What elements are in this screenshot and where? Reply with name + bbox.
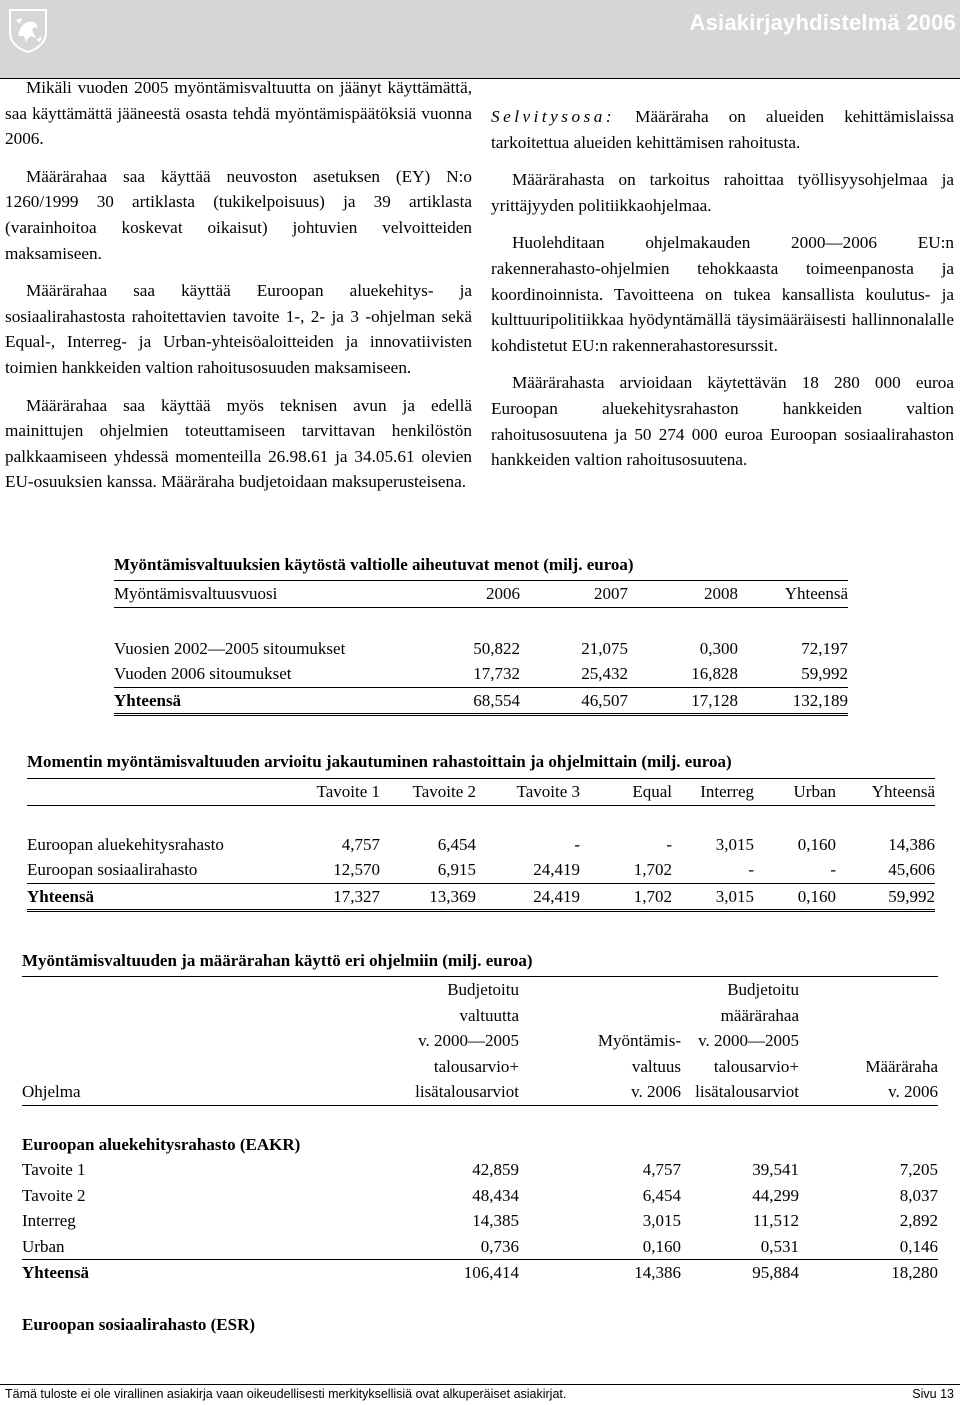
table-cell: Urban (22, 1236, 65, 1256)
table-cell: 46,507 (581, 690, 628, 710)
section-heading: Euroopan sosiaalirahasto (ESR) (22, 1314, 256, 1334)
table-cell: 17,327 (333, 886, 380, 906)
table-cell: 0,736 (480, 1236, 519, 1256)
table-header: talousarvio+ (433, 1056, 519, 1076)
table-cell: 0,146 (899, 1236, 938, 1256)
table-header: Equal (632, 782, 672, 801)
table-cell: 4,757 (642, 1160, 681, 1179)
table-cell: 25,432 (581, 664, 628, 683)
table1-caption: Myöntämisvaltuuksien käytöstä valtiolle aiheutuvat menot (milj. euroa) (114, 555, 634, 574)
table-header: valtuus (631, 1056, 681, 1076)
table-row (27, 857, 935, 883)
table-cell: 7,205 (899, 1160, 938, 1179)
paragraph: Mikäli vuoden 2005 myöntämisvaltuutta on jäänyt käyttämättä, saa käyttämättä jääneestä osasta tehdä myöntämispäätöksiä vuonna 2006. (5, 78, 472, 149)
table-cell: 24,419 (533, 860, 580, 879)
table-section-row (22, 1312, 938, 1338)
table-header-row (27, 779, 935, 806)
table-cell: 17,128 (691, 690, 738, 710)
table-cell: 8,037 (899, 1185, 938, 1205)
table-header: talousarvio+ (713, 1056, 799, 1076)
table-cell: 0,300 (699, 638, 738, 658)
page-header (0, 0, 960, 79)
table-header: Tavoite 2 (412, 782, 476, 801)
table-cell: Interreg (22, 1211, 76, 1230)
table-header: 2006 (486, 584, 520, 603)
table-cell: - (748, 860, 754, 879)
table1 (114, 580, 848, 716)
table-cell: - (830, 860, 836, 879)
table-cell: 59,992 (801, 664, 848, 683)
table-header-row (22, 1054, 938, 1080)
table-header: Yhteensä (784, 584, 848, 603)
table-row (22, 1157, 938, 1183)
table-header: Tavoite 1 (316, 782, 380, 801)
table-header: Myöntämisvaltuusvuosi (114, 584, 278, 603)
table-cell: 3,015 (715, 886, 754, 906)
table-section-row (22, 1132, 938, 1158)
paragraph: Määrärahasta arvioidaan käytettävän 18 280 000 euroa Euroopan aluekehitysrahaston hankkeiden valtion rahoitusosuutena ja 50 274 000 euroa Euroopan sosiaalirahaston hankkeiden valtion rahoitusosuutena. (491, 373, 954, 470)
table-row (114, 636, 848, 662)
table-header (519, 977, 681, 1003)
table-header-row (114, 581, 848, 608)
table-header: v. 2006 (631, 1082, 681, 1101)
table-header: määrärahaa (720, 1005, 799, 1025)
table3-caption: Myöntämisvaltuuden ja määrärahan käyttö eri ohjelmiin (milj. euroa) (22, 951, 533, 970)
table-header: Määräraha (865, 1056, 938, 1076)
table-cell: 106,414 (463, 1263, 519, 1282)
paragraph: Määrärahaa saa käyttää neuvoston asetuksen (EY) N:o 1260/1999 30 artiklasta (tukikelpoisuus) ja 39 artiklasta (varainhoitoa koskevat oikaisut) johtuvien velvoitteiden maksamiseen. (5, 166, 472, 263)
table-cell: 14,386 (634, 1263, 681, 1282)
table-cell: Tavoite 2 (22, 1185, 86, 1205)
table-cell: 6,915 (437, 860, 476, 879)
table-cell: 2,892 (899, 1211, 938, 1230)
table-cell: 95,884 (752, 1263, 799, 1282)
table-cell: 45,606 (888, 860, 935, 879)
table-header (27, 779, 257, 806)
footer-disclaimer: Tämä tuloste ei ole virallinen asiakirja vaan oikeudellisesti merkityksellisiä ovat alkuperäiset asiakirjat. (5, 1387, 567, 1401)
paragraph: Määrärahaa saa käyttää myös teknisen avun ja edellä mainittujen ohjelmien toteuttamiseen tarvittavan henkilöstön palkkaamiseen yhdessä momenteilla 26.98.61 ja 34.05.61 olevien EU-osuuksien kanssa. Määräraha budjetoidaan maksuperusteisena. (5, 395, 472, 492)
table-cell: 3,015 (715, 834, 754, 854)
table-header (799, 977, 938, 1003)
table-cell: 0,160 (797, 834, 836, 854)
table-header: Budjetoitu (727, 980, 799, 999)
table-row (114, 661, 848, 687)
table-cell: 6,454 (642, 1185, 681, 1205)
paragraph: Huolehditaan ohjelmakauden 2000—2006 EU:n rakennerahasto-ohjelmien tehokkaasta toimeenpanosta ja koordinoinnista. Tavoitteena on tukea kansallista koulutus- ja kulttuuripolitiikkaa hyödyntämällä täysimääräisesti hallinnonalalle kohdistetut EU:n rakennerahastoresurssit. (491, 233, 954, 355)
table-cell: Yhteensä (27, 886, 95, 906)
table-total-row (114, 687, 848, 715)
table-cell: 12,570 (333, 860, 380, 879)
table-cell: 18,280 (891, 1263, 938, 1282)
table-row (27, 832, 935, 858)
table-cell: 4,757 (341, 834, 380, 854)
table-cell: 42,859 (472, 1160, 519, 1179)
table-header (519, 1003, 681, 1029)
table-total-row (22, 1260, 938, 1286)
table-cell: 3,015 (642, 1211, 681, 1230)
table-row (22, 1234, 938, 1260)
table-header: v. 2006 (888, 1082, 938, 1101)
table-cell: 21,075 (581, 638, 628, 658)
table-cell: 44,299 (752, 1185, 799, 1205)
table-cell: Vuoden 2006 sitoumukset (114, 664, 292, 683)
table-header: Interreg (700, 782, 754, 801)
paragraph: Määrärahasta on tarkoitus rahoittaa työllisyysohjelmaa ja yrittäjyyden politiikkaohjelmaa. (491, 170, 954, 215)
table-cell: Euroopan sosiaalirahasto (27, 860, 198, 879)
section-heading: Euroopan aluekehitysrahasto (EAKR) (22, 1134, 301, 1154)
table-header-row (22, 1028, 938, 1054)
table-header (22, 1003, 352, 1029)
table-header (799, 1028, 938, 1054)
table-cell: 13,369 (429, 886, 476, 906)
table3 (22, 976, 938, 1337)
table-row (22, 1183, 938, 1209)
table-header-row (22, 1003, 938, 1029)
table-cell: 11,512 (752, 1211, 799, 1230)
table-header: Ohjelma (22, 1082, 81, 1101)
right-column (491, 104, 954, 485)
table-header (22, 977, 352, 1003)
table-cell: 50,822 (473, 638, 520, 658)
table-cell: - (574, 834, 580, 854)
table-cell: 0,531 (760, 1236, 799, 1256)
table-header: lisätalousarviot (695, 1082, 799, 1101)
table-header: 2008 (704, 584, 738, 603)
table-header-row (22, 1079, 938, 1105)
table-cell: 24,419 (533, 886, 580, 906)
table-cell: Vuosien 2002—2005 sitoumukset (114, 638, 346, 658)
table-cell: 132,189 (792, 690, 848, 710)
table-cell: 14,386 (888, 834, 935, 854)
table-cell: 0,160 (797, 886, 836, 906)
table-cell: 48,434 (472, 1185, 519, 1205)
table-cell: Tavoite 1 (22, 1160, 86, 1179)
footer-divider (0, 1384, 960, 1385)
table2-caption: Momentin myöntämisvaltuuden arvioitu jakautuminen rahastoittain ja ohjelmittain (milj. euroa) (27, 752, 732, 771)
table-cell: 68,554 (473, 690, 520, 710)
table-total-row (27, 883, 935, 911)
table-header-row (22, 977, 938, 1003)
table-cell: Euroopan aluekehitysrahasto (27, 834, 224, 854)
table-cell: - (666, 834, 672, 854)
table-cell: 0,160 (642, 1236, 681, 1256)
table-header: Urban (793, 782, 836, 801)
paragraph: Määräraha on alueiden kehittämislaissa tarkoitettua alueiden kehittämisen rahoitusta. (491, 107, 954, 152)
table-header: Yhteensä (871, 782, 935, 801)
table-cell: 14,385 (472, 1211, 519, 1230)
table-header (799, 1003, 938, 1029)
paragraph: Määrärahaa saa käyttää Euroopan aluekehitys- ja sosiaalirahastosta rahoitettavien tavoite 1-, 2- ja 3 -ohjelman sekä Equal-, Interreg- ja Urban-yhteisöaloitteiden ja innovatiivisten toimien hankkeiden valtion rahoitusosuuden maksamiseen. (5, 281, 472, 377)
table-header: v. 2000—2005 (418, 1031, 519, 1050)
table-cell: 72,197 (801, 638, 848, 658)
table-row (22, 1208, 938, 1234)
table-cell: 59,992 (888, 886, 935, 906)
left-column (5, 75, 472, 507)
table-header (22, 1054, 352, 1080)
table-header: 2007 (594, 584, 628, 603)
table-header: v. 2000—2005 (698, 1031, 799, 1050)
table-header: lisätalousarviot (415, 1082, 519, 1101)
finland-lion-crest-icon (6, 6, 50, 54)
table-cell: 1,702 (633, 860, 672, 879)
table-cell: 6,454 (437, 834, 476, 854)
table-header: Budjetoitu (447, 980, 519, 999)
table2 (27, 778, 935, 912)
table-header: Myöntämis- (597, 1031, 681, 1050)
table-cell: 16,828 (691, 664, 738, 683)
section-label: Selvitysosa: (491, 107, 616, 126)
table-cell: 17,732 (473, 664, 520, 683)
document-title: Asiakirjayhdistelmä 2006 (689, 10, 956, 35)
table-cell: Yhteensä (22, 1263, 90, 1282)
page-number: Sivu 13 (912, 1387, 954, 1401)
table-header: Tavoite 3 (516, 782, 580, 801)
table-header: valtuutta (459, 1005, 519, 1025)
table-header (22, 1028, 352, 1054)
table-cell: Yhteensä (114, 690, 182, 710)
table-cell: 39,541 (752, 1160, 799, 1179)
table-cell: 1,702 (633, 886, 672, 906)
